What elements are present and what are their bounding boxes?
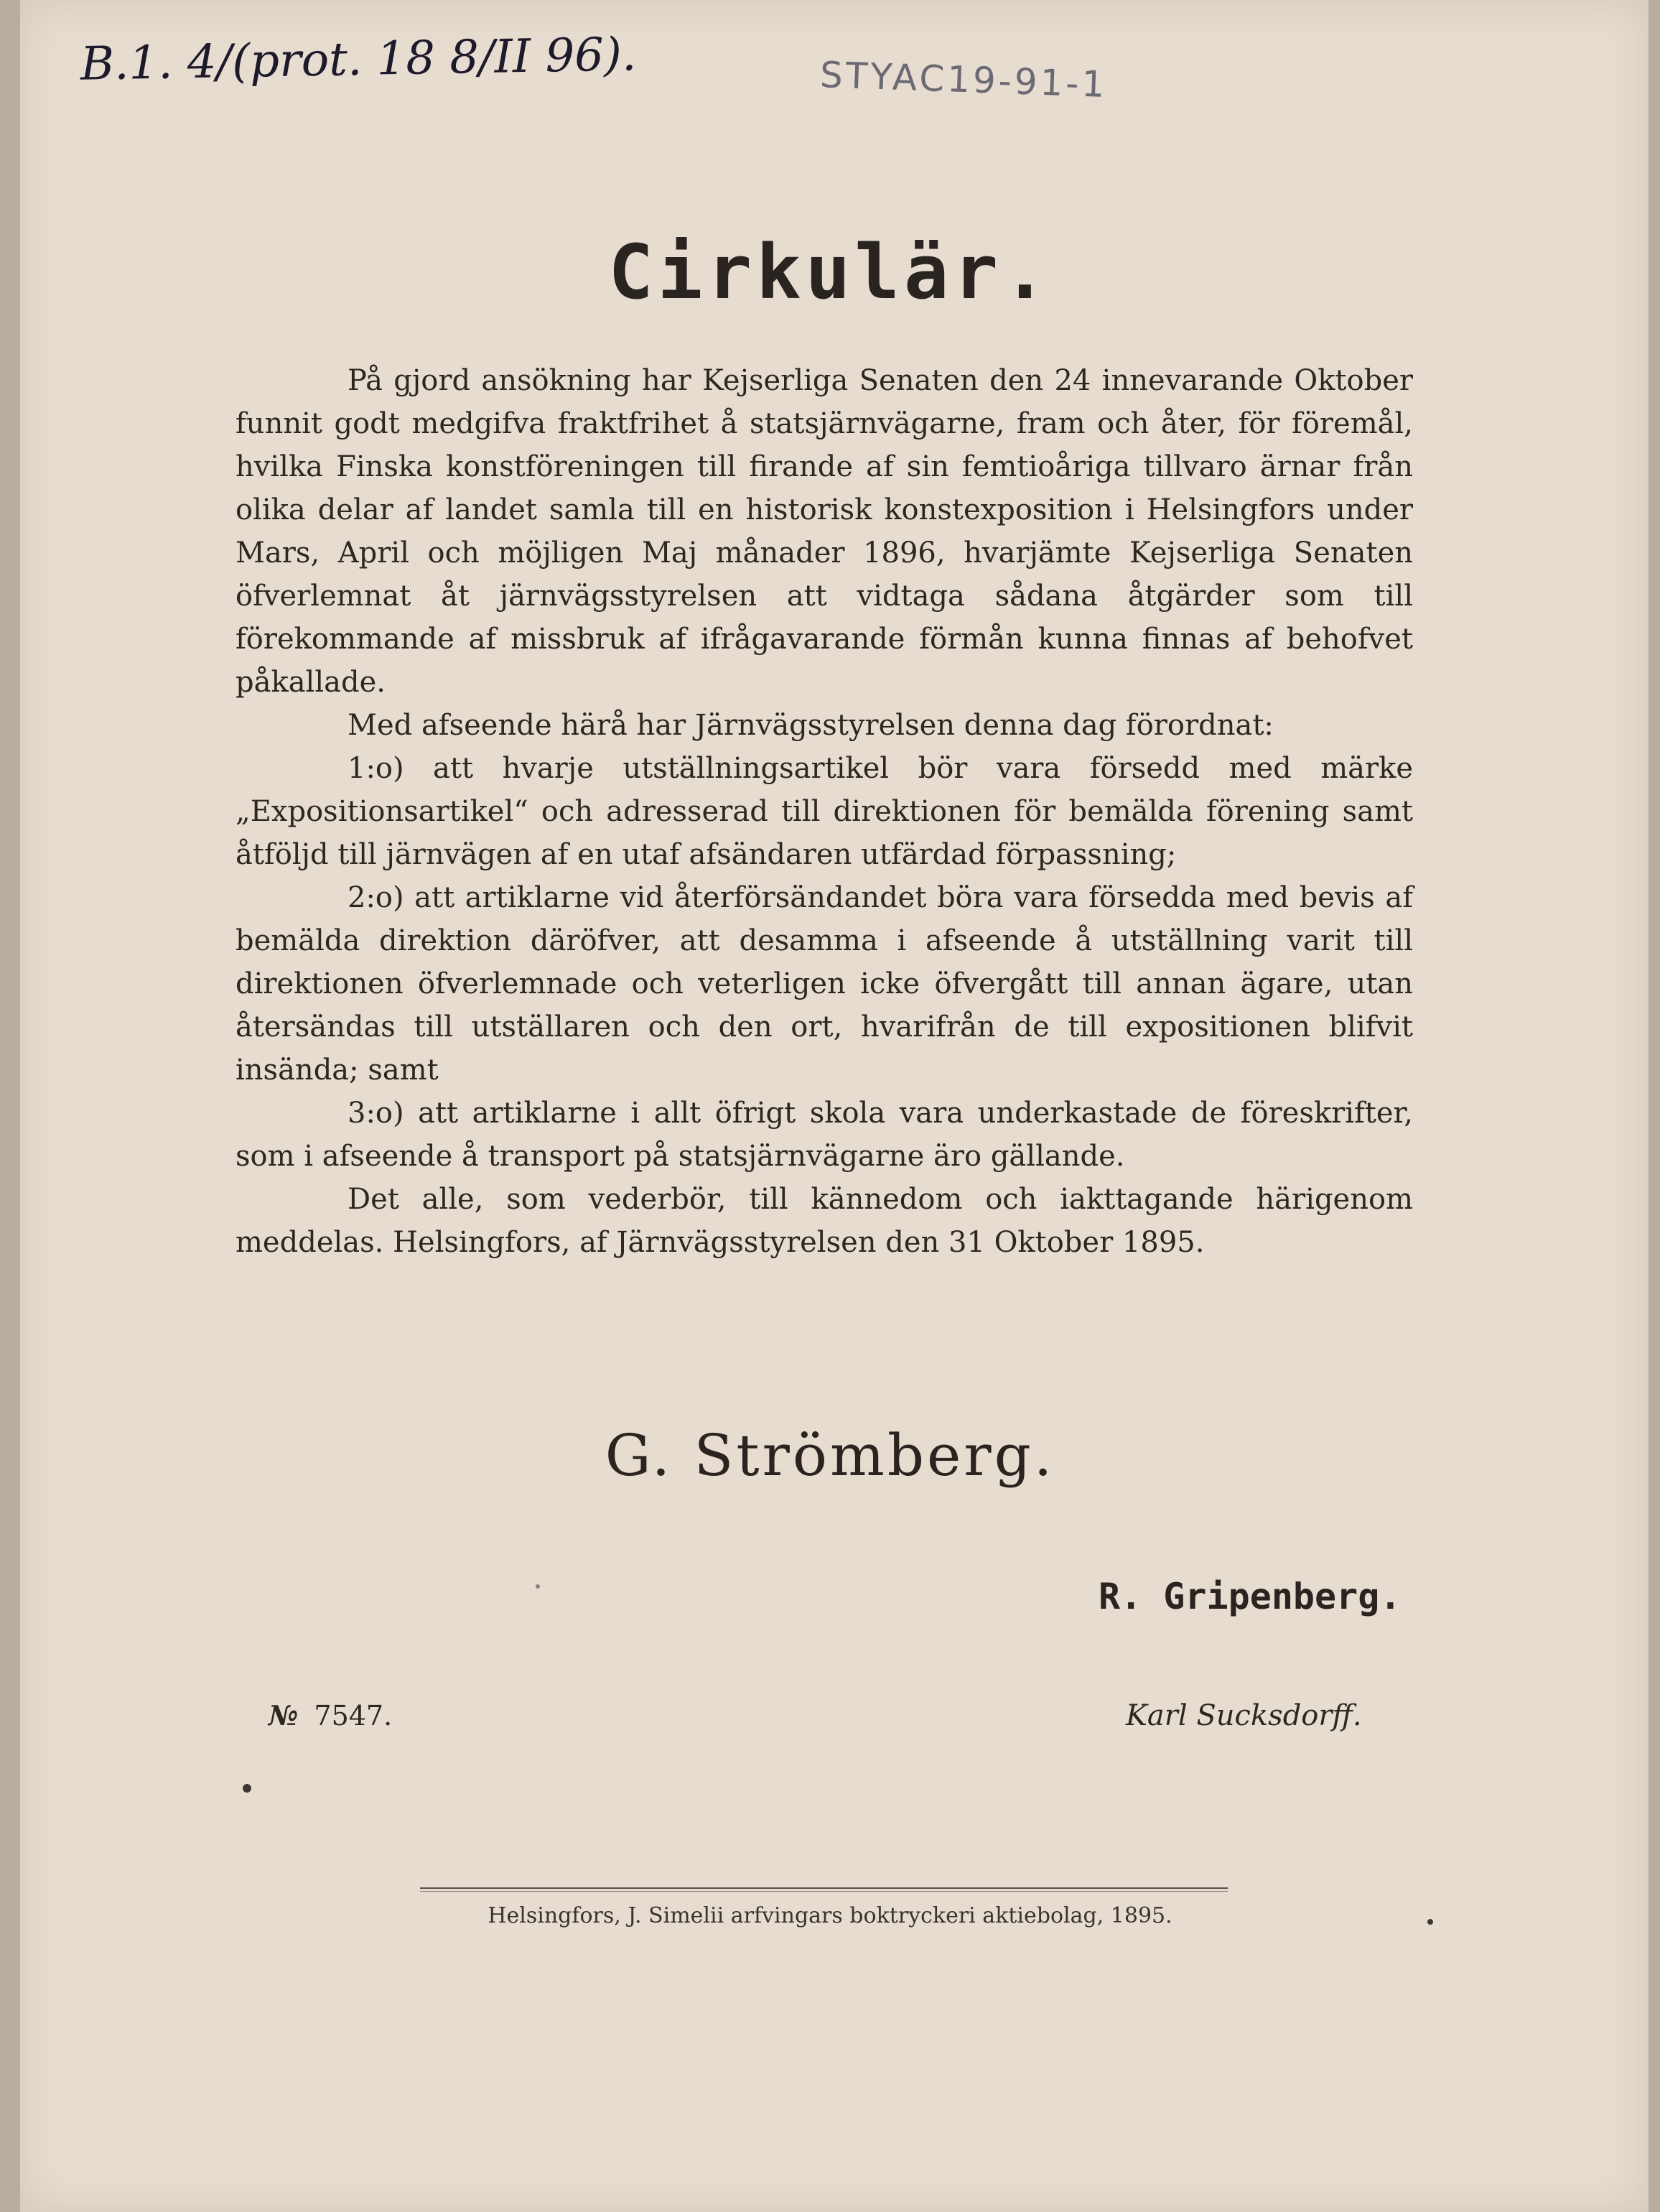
ink-speck	[536, 1584, 540, 1589]
paragraph-rule-1: 1:o) att hvarje utställningsartikel bör vara försedd med märke „Expositionsartikel“ och adresserad till direktionen för bemälda förening samt åtföljd till järnvägen af en utaf afsändaren utfärdad förpassning;	[236, 752, 1413, 871]
paragraph-closing: Det alle, som vederbör, till kännedom och iakttagande härigenom meddelas. Helsingfors, af Järnvägsstyrelsen den 31 Oktober 1895.	[236, 1183, 1413, 1259]
number-sign: №	[269, 1699, 299, 1732]
paragraph-rule-3: 3:o) att artiklarne i allt öfrigt skola vara underkastade de föreskrifter, som i afseende å transport på statsjärnvägarne äro gällande.	[236, 1097, 1413, 1173]
signature-primary: G. Strömberg.	[605, 1422, 1055, 1489]
signature-secondary: R. Gripenberg.	[1099, 1576, 1402, 1617]
signature-tertiary: Karl Sucksdorff.	[1126, 1699, 1362, 1732]
printer-imprint: Helsingfors, J. Simelii arfvingars boktryckeri aktiebolag, 1895.	[488, 1903, 1172, 1928]
document-title: Cirkulär.	[608, 228, 1052, 316]
number-value: 7547.	[314, 1700, 393, 1732]
handwritten-archive-reference: STYAC19-91-1	[819, 54, 1109, 106]
ink-speck	[243, 1784, 251, 1793]
paragraph-announcement: På gjord ansökning har Kejserliga Senaten den 24 innevarande Oktober funnit godt medgifva fraktfrihet å statsjärnvägarne, fram och åter, för föremål, hvilka Finska konstföreningen till firande af sin femtioåriga tillvaro ärnar från olika delar af landet samla till en historisk konstexposition i Helsingfors under Mars, April och möjligen Maj månader 1896, hvarjämte Kejserliga Senaten öfverlemnat åt järnvägsstyrelsen att vidtaga sådana åtgärder som till förekommande af missbruk af ifrågavarande förmån kunna finnas af behofvet påkallade.	[236, 364, 1413, 699]
paragraph-rule-2: 2:o) att artiklarne vid återförsändandet böra vara försedda med bevis af bemälda direktion däröfver, att desamma i afseende å utställning varit till direktionen öfverlemnade och veterligen icke öfvergått till annan ägare, utan återsändas till utställaren och den ort, hvarifrån de till expositionen blifvit insända; samt	[236, 881, 1413, 1087]
handwritten-archive-note: B.1. 4/(prot. 18 8/II 96).	[80, 28, 637, 91]
paragraph-ordinance-intro: Med afseende härå har Järnvägsstyrelsen denna dag förordnat:	[348, 709, 1274, 742]
document-body	[236, 359, 1413, 1264]
ink-speck	[1427, 1919, 1433, 1925]
printer-divider	[420, 1887, 1228, 1892]
document-number	[269, 1699, 392, 1732]
